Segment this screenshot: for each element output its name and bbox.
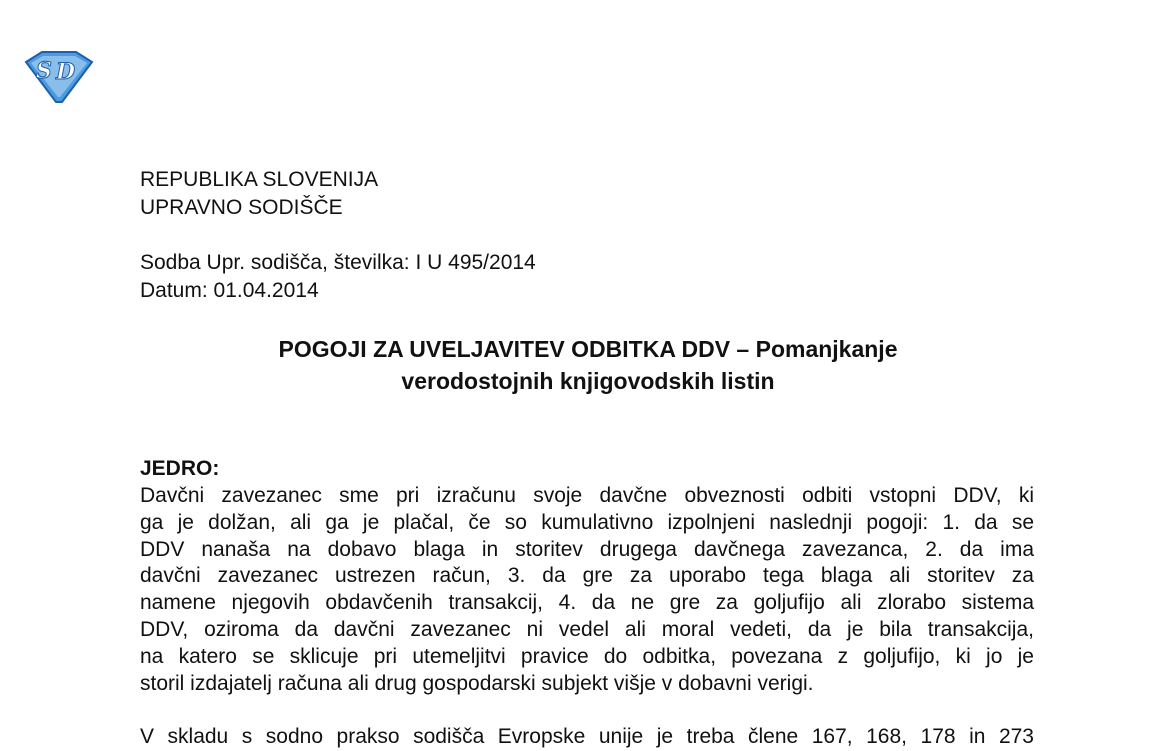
title-line-1: POGOJI ZA UVELJAVITEV ODBITKA DDV – Pomanjkanje xyxy=(278,336,898,362)
section-heading: JEDRO: xyxy=(140,457,220,480)
judgment-reference: Sodba Upr. sodišča, številka: I U 495/2014 xyxy=(140,251,536,274)
title-line-2: verodostojnih knjigovodskih listin xyxy=(401,368,775,394)
court-name: UPRAVNO SODIŠČE xyxy=(140,196,343,219)
court-logo xyxy=(22,48,96,106)
paragraph-line: DDV, oziroma da davčni zavezanec ni vedel ali moral vedeti, da je bila transakcija, xyxy=(140,617,1034,641)
paragraph-line: DDV nanaša na dobavo blaga in storitev drugega davčnega zavezanca, 2. da ima xyxy=(140,537,1034,561)
document-page xyxy=(140,166,1034,751)
paragraph-line: na katero se sklicuje pri utemeljitvi pravice do odbitka, povezana z goljufijo, ki jo je xyxy=(140,644,1034,668)
paragraph-line: V skladu s sodno prakso sodišča Evropske unije je treba člene 167, 168, 178 in 273 xyxy=(140,725,1034,749)
paragraph-line: Davčni zavezanec sme pri izračunu svoje davčne obveznosti odbiti vstopni DDV, ki xyxy=(140,484,1034,507)
country-name: REPUBLIKA SLOVENIJA xyxy=(140,168,379,191)
svg-text:D: D xyxy=(56,59,76,85)
paragraph-line: storil izdajatelj računa ali drug gospodarski subjekt višje v dobavni verigi. xyxy=(140,671,814,695)
sd-shield-logo-icon xyxy=(22,48,96,106)
document-title xyxy=(140,333,1034,397)
svg-text:S: S xyxy=(36,58,52,84)
paragraph-line: davčni zavezanec ustrezen račun, 3. da gre za uporabo tega blaga ali storitev za xyxy=(140,564,1034,588)
core-paragraph xyxy=(140,483,1034,697)
paragraph-line: namene njegovih obdavčenih transakcij, 4. da ne gre za goljufijo ali zlorabo sistema xyxy=(140,591,1034,615)
judgment-date: Datum: 01.04.2014 xyxy=(140,279,319,302)
second-paragraph xyxy=(140,724,1034,751)
paragraph-line: ga je dolžan, ali ga je plačal, če so kumulativno izpolnjeni naslednji pogoji: 1. da se xyxy=(140,510,1034,534)
